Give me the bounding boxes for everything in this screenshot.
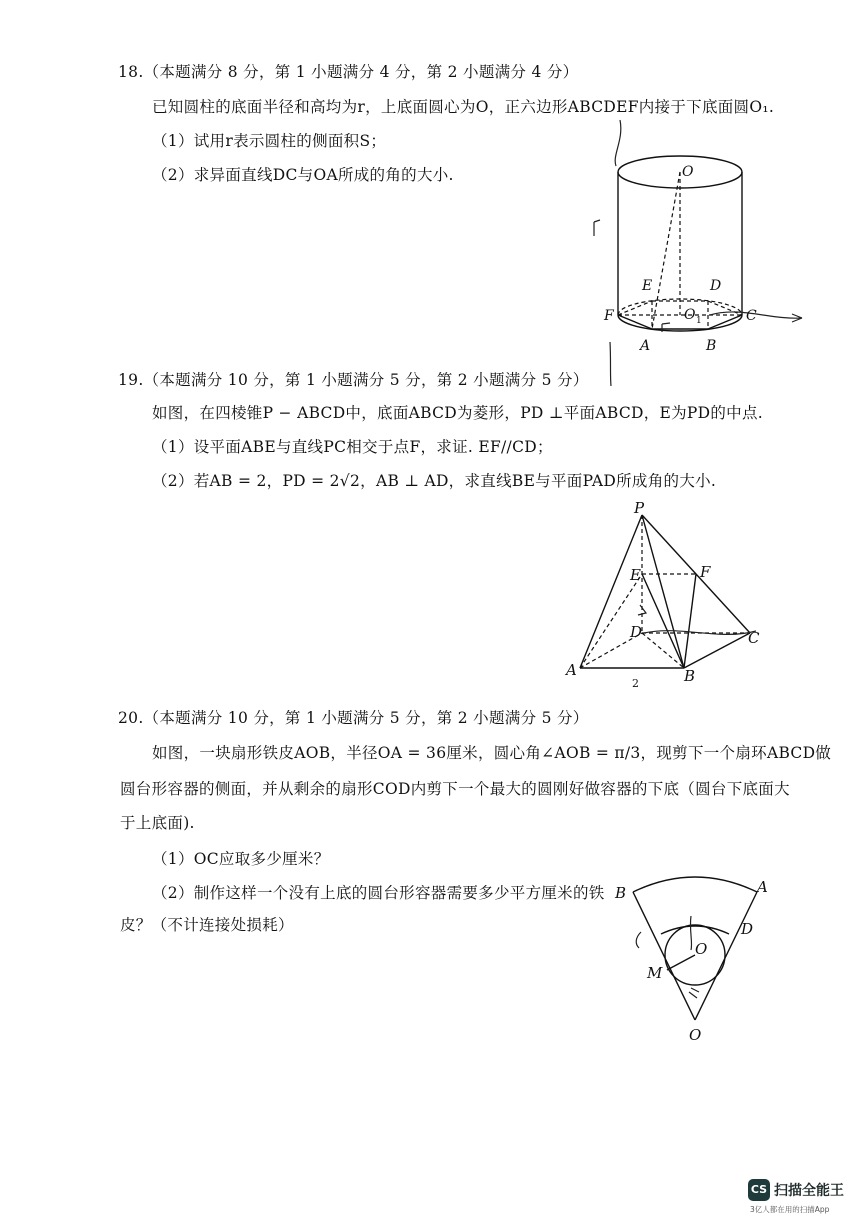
q18-label-B: B [706,338,717,354]
q19-label-A: A [566,661,577,679]
scanner-app-name: 扫描全能王 [774,1183,844,1199]
scanner-logo-icon: CS [748,1179,770,1201]
q18-label-E: E [642,278,653,294]
q19-label-D: D [630,623,643,641]
q18-label-O1: O [684,307,696,323]
q20-label-O1: O [695,940,708,958]
q20-stem-line2: 圆台形容器的侧面，并从剩余的扇形COD内剪下一个最大的圆刚好做容器的下底（圆台下底面大 [120,780,790,798]
q19-label-B: B [684,667,696,685]
q18-label-F: F [604,308,614,324]
svg-text:1: 1 [696,316,702,326]
q18-part2: （2）求异面直线DC与OA所成的角的大小. [152,166,454,184]
q20-part2-line1: （2）制作这样一个没有上底的圆台形容器需要多少平方厘米的铁 [152,884,605,902]
q19-label-F: F [700,563,711,581]
q20-header: 20.（本题满分 10 分，第 1 小题满分 5 分，第 2 小题满分 5 分） [118,709,589,727]
q19-part2: （2）若AB = 2，PD = 2√2，AB ⊥ AD，求直线BE与平面PAD所成角的大小. [152,472,717,490]
q18-label-D: D [710,278,722,294]
q18-header: 18.（本题满分 8 分，第 1 小题满分 4 分，第 2 小题满分 4 分） [118,63,579,81]
q18-part1: （1）试用r表示圆柱的侧面积S； [152,132,387,150]
q18-stem: 已知圆柱的底面半径和高均为r，上底面圆心为O，正六边形ABCDEF内接于下底面圆O₁. [152,98,775,116]
q20-stem-line3: 于上底面). [120,814,195,832]
q20-stem-line1: 如图，一块扇形铁皮AOB，半径OA = 36厘米，圆心角∠AOB = π/3，现剪下一个扇环ABCD做 [152,744,832,762]
q19-header: 19.（本题满分 10 分，第 1 小题满分 5 分，第 2 小题满分 5 分） [118,371,589,389]
q20-label-A: A [757,878,768,896]
q19-label-P: P [634,499,645,517]
q20-label-O: O [689,1026,702,1044]
q19-label-ab-length: 2 [632,677,639,690]
scanner-watermark [748,1179,858,1219]
q19-part1: （1）设平面ABE与直线PC相交于点F，求证. EF//CD； [152,438,553,456]
q18-label-A: A [640,338,651,354]
q20-sector-figure [605,860,785,1050]
q19-label-E: E [630,566,641,584]
q20-part1: （1）OC应取多少厘米？ [152,850,330,868]
q18-cylinder-figure [580,110,820,400]
q20-label-D: D [741,920,754,938]
q20-part2-line2: 皮？（不计连接处损耗） [120,916,294,934]
q19-pyramid-figure [560,495,800,695]
q19-label-C: C [748,629,760,647]
q20-label-B: B [615,884,627,902]
q19-stem: 如图，在四棱锥P − ABCD中，底面ABCD为菱形，PD ⊥平面ABCD，E为PD的中点. [152,404,764,422]
q20-label-M: M [647,964,663,982]
q18-label-C: C [746,308,757,324]
scanner-tagline: 3亿人都在用的扫描App [750,1205,830,1214]
q18-label-O: O [682,164,694,180]
